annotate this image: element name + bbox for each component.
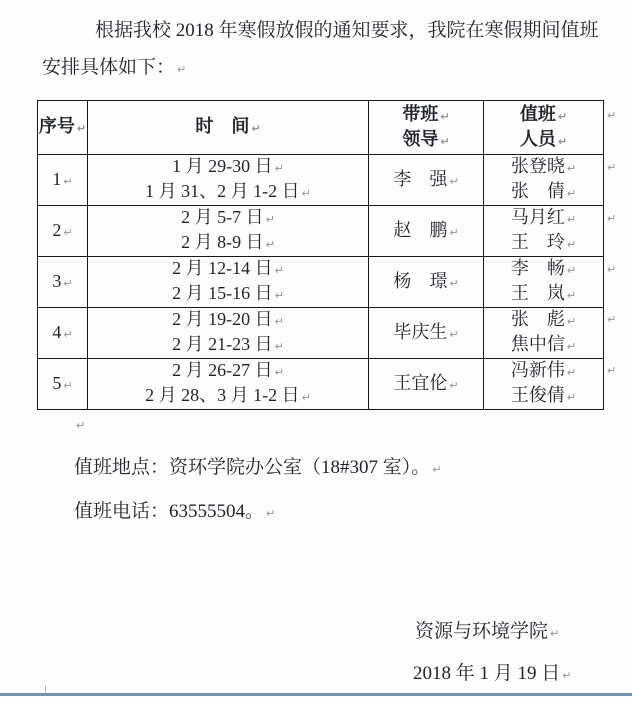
pilcrow-icon: ↵ bbox=[76, 419, 86, 432]
header-leader-line-1 bbox=[369, 103, 483, 128]
pilcrow-icon: ↵ bbox=[550, 627, 560, 640]
pilcrow-icon: ↵ bbox=[265, 213, 275, 226]
time-text: 2 月 26-27 日 bbox=[172, 360, 273, 380]
pilcrow-icon: ↵ bbox=[449, 174, 459, 188]
time-line-2 bbox=[88, 333, 368, 358]
intro-paragraph bbox=[42, 12, 602, 88]
cell-staff bbox=[484, 155, 604, 206]
pilcrow-icon: ↵ bbox=[274, 264, 284, 277]
header-index-label: 序号 bbox=[38, 116, 75, 136]
duty-phone-note bbox=[74, 496, 275, 523]
staff-name: 王俊倩 bbox=[510, 385, 565, 405]
pilcrow-icon: ↵ bbox=[63, 327, 73, 341]
pilcrow-icon: ↵ bbox=[63, 378, 73, 392]
time-text: 2 月 8-9 日 bbox=[181, 232, 264, 252]
pilcrow-icon: ↵ bbox=[566, 340, 577, 353]
pilcrow-icon: ↵ bbox=[76, 122, 87, 135]
staff-name: 马月红 bbox=[510, 207, 565, 227]
signature-organization bbox=[415, 616, 559, 643]
pilcrow-icon: ↵ bbox=[63, 276, 73, 290]
header-cell-staff bbox=[484, 101, 604, 155]
cell-leader bbox=[369, 155, 484, 206]
pilcrow-icon: ↵ bbox=[562, 669, 572, 682]
duty-location-note bbox=[74, 452, 441, 479]
pilcrow-icon: ↵ bbox=[566, 315, 577, 328]
table-row bbox=[38, 206, 604, 257]
pilcrow-icon: ↵ bbox=[301, 391, 311, 404]
pilcrow-icon: ↵ bbox=[301, 187, 311, 200]
header-cell-time bbox=[88, 101, 369, 155]
staff-line-2 bbox=[484, 333, 603, 358]
pilcrow-icon: ↵ bbox=[449, 378, 459, 392]
intro-line-1-text: 根据我校 2018 年寒假放假的通知要求，我院在寒假期间值班 bbox=[95, 20, 599, 41]
staff-name: 王 玲 bbox=[510, 232, 565, 252]
time-line-1 bbox=[88, 206, 368, 231]
empty-paragraph-mark-icon bbox=[74, 416, 85, 434]
cell-leader bbox=[369, 206, 484, 257]
intro-line-2-text: 安排具体如下： bbox=[42, 57, 176, 78]
time-line-2 bbox=[88, 384, 368, 409]
leader-name: 李 强 bbox=[393, 168, 448, 189]
pilcrow-icon: ↵ bbox=[566, 213, 577, 226]
staff-line-1 bbox=[484, 359, 603, 384]
pilcrow-icon: ↵ bbox=[274, 366, 284, 379]
row-end-mark-icon bbox=[607, 106, 616, 124]
row-end-mark-icon bbox=[607, 260, 616, 278]
time-line-1 bbox=[88, 359, 368, 384]
pilcrow-icon: ↵ bbox=[251, 122, 261, 135]
ruler-tick bbox=[45, 685, 46, 693]
row-index: 2 bbox=[52, 219, 62, 240]
pilcrow-icon: ↵ bbox=[449, 225, 459, 239]
duty-schedule-table bbox=[37, 100, 604, 410]
pilcrow-icon: ↵ bbox=[274, 340, 284, 353]
pilcrow-icon: ↵ bbox=[607, 364, 617, 377]
pilcrow-icon: ↵ bbox=[266, 507, 276, 520]
header-staff-label-1: 值班 bbox=[519, 103, 556, 124]
staff-line-1 bbox=[484, 155, 603, 180]
pilcrow-icon: ↵ bbox=[177, 63, 187, 76]
cell-index bbox=[38, 155, 88, 206]
header-staff-label-2: 人员 bbox=[519, 128, 556, 149]
row-index: 5 bbox=[52, 372, 62, 393]
pilcrow-icon: ↵ bbox=[607, 109, 617, 122]
leader-name: 毕庆生 bbox=[393, 321, 448, 342]
time-text: 2 月 12-14 日 bbox=[172, 258, 273, 278]
time-line-1 bbox=[88, 155, 368, 180]
staff-name: 张 彪 bbox=[510, 309, 565, 329]
time-line-1 bbox=[88, 308, 368, 333]
cell-index bbox=[38, 308, 88, 359]
staff-line-2 bbox=[484, 282, 603, 307]
cell-index bbox=[38, 257, 88, 308]
row-index: 4 bbox=[52, 321, 62, 342]
staff-name: 张登晓 bbox=[510, 156, 565, 176]
intro-line-1 bbox=[42, 12, 602, 49]
pilcrow-icon: ↵ bbox=[274, 289, 284, 302]
row-index: 3 bbox=[52, 270, 62, 291]
pilcrow-icon: ↵ bbox=[440, 134, 450, 148]
pilcrow-icon: ↵ bbox=[274, 315, 284, 328]
duty-location-text: 值班地点：资环学院办公室（18#307 室）。 bbox=[74, 457, 431, 478]
header-leader-label-2: 领导 bbox=[402, 128, 439, 149]
pilcrow-icon: ↵ bbox=[63, 225, 73, 239]
pilcrow-icon: ↵ bbox=[607, 212, 617, 225]
pilcrow-icon: ↵ bbox=[566, 187, 577, 200]
page-bottom-border bbox=[0, 693, 632, 696]
row-end-mark-icon bbox=[607, 361, 616, 379]
pilcrow-icon: ↵ bbox=[440, 109, 450, 123]
table-row bbox=[38, 155, 604, 206]
cell-staff bbox=[484, 257, 604, 308]
leader-name: 赵 鹏 bbox=[393, 219, 448, 240]
time-text: 2 月 15-16 日 bbox=[172, 283, 273, 303]
header-cell-index bbox=[38, 101, 88, 155]
pilcrow-icon: ↵ bbox=[557, 134, 568, 148]
pilcrow-icon: ↵ bbox=[566, 289, 577, 302]
time-line-1 bbox=[88, 257, 368, 282]
header-leader-label-1: 带班 bbox=[402, 103, 439, 124]
cell-index bbox=[38, 206, 88, 257]
pilcrow-icon: ↵ bbox=[607, 313, 617, 326]
time-text: 2 月 19-20 日 bbox=[172, 309, 273, 329]
pilcrow-icon: ↵ bbox=[449, 327, 459, 341]
pilcrow-icon: ↵ bbox=[607, 161, 617, 174]
pilcrow-icon: ↵ bbox=[566, 391, 577, 404]
cell-time bbox=[88, 308, 369, 359]
pilcrow-icon: ↵ bbox=[566, 264, 577, 277]
staff-name: 焦中信 bbox=[510, 334, 565, 354]
pilcrow-icon: ↵ bbox=[566, 366, 577, 379]
cell-staff bbox=[484, 308, 604, 359]
leader-name: 王宜伦 bbox=[393, 372, 448, 393]
time-text: 1 月 31、2 月 1-2 日 bbox=[145, 181, 300, 201]
staff-line-1 bbox=[484, 206, 603, 231]
leader-name: 杨 璟 bbox=[393, 270, 448, 291]
header-staff-line-1 bbox=[484, 103, 603, 128]
pilcrow-icon: ↵ bbox=[265, 238, 275, 251]
signature-date-text: 2018 年 1 月 19 日 bbox=[413, 663, 561, 684]
pilcrow-icon: ↵ bbox=[607, 263, 617, 276]
staff-name: 张 倩 bbox=[510, 181, 565, 201]
table-header-row bbox=[38, 101, 604, 155]
time-text: 2 月 21-23 日 bbox=[172, 334, 273, 354]
header-time-label: 时 间 bbox=[195, 116, 250, 136]
cell-time bbox=[88, 257, 369, 308]
cell-staff bbox=[484, 359, 604, 410]
cell-leader bbox=[369, 257, 484, 308]
staff-name: 李 畅 bbox=[510, 258, 565, 278]
staff-line-2 bbox=[484, 231, 603, 256]
pilcrow-icon: ↵ bbox=[63, 174, 73, 188]
time-line-2 bbox=[88, 231, 368, 256]
cell-index bbox=[38, 359, 88, 410]
header-leader-line-2 bbox=[369, 128, 483, 153]
cell-leader bbox=[369, 359, 484, 410]
duty-phone-text: 值班电话：63555504。 bbox=[74, 501, 265, 522]
signature-date bbox=[413, 658, 571, 685]
pilcrow-icon: ↵ bbox=[432, 463, 442, 476]
time-line-2 bbox=[88, 180, 368, 205]
pilcrow-icon: ↵ bbox=[566, 238, 577, 251]
pilcrow-icon: ↵ bbox=[566, 162, 577, 175]
cell-time bbox=[88, 155, 369, 206]
row-end-mark-icon bbox=[607, 209, 616, 227]
intro-line-2 bbox=[42, 49, 602, 88]
staff-line-2 bbox=[484, 384, 603, 409]
row-index: 1 bbox=[52, 168, 62, 189]
header-cell-leader bbox=[369, 101, 484, 155]
pilcrow-icon: ↵ bbox=[557, 109, 568, 123]
staff-line-1 bbox=[484, 257, 603, 282]
time-line-2 bbox=[88, 282, 368, 307]
header-staff-line-2 bbox=[484, 128, 603, 153]
cell-time bbox=[88, 359, 369, 410]
staff-name: 冯新伟 bbox=[510, 360, 565, 380]
cell-staff bbox=[484, 206, 604, 257]
table-row bbox=[38, 359, 604, 410]
table-row bbox=[38, 257, 604, 308]
table-row bbox=[38, 308, 604, 359]
time-text: 1 月 29-30 日 bbox=[172, 156, 273, 176]
staff-line-2 bbox=[484, 180, 603, 205]
cell-time bbox=[88, 206, 369, 257]
staff-line-1 bbox=[484, 308, 603, 333]
signature-organization-text: 资源与环境学院 bbox=[415, 621, 549, 642]
time-text: 2 月 5-7 日 bbox=[181, 207, 264, 227]
row-end-mark-icon bbox=[607, 158, 616, 176]
time-text: 2 月 28、3 月 1-2 日 bbox=[145, 385, 300, 405]
cell-leader bbox=[369, 308, 484, 359]
staff-name: 王 岚 bbox=[510, 283, 565, 303]
row-end-mark-icon bbox=[607, 310, 616, 328]
pilcrow-icon: ↵ bbox=[274, 162, 284, 175]
pilcrow-icon: ↵ bbox=[449, 276, 459, 290]
